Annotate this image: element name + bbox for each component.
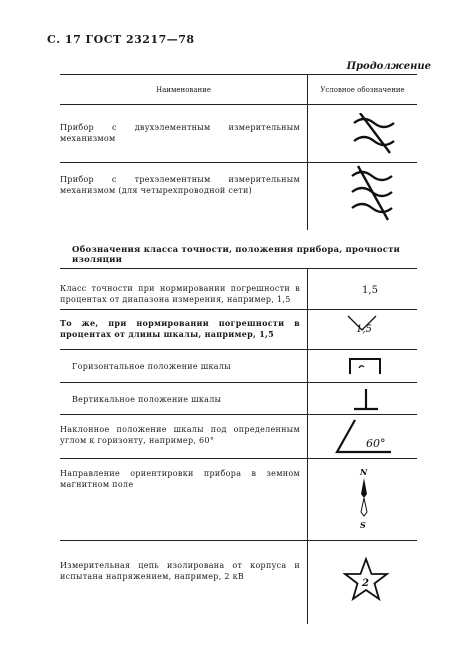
magnetic-orientation-icon (352, 466, 376, 532)
table1-row-line (60, 162, 417, 163)
table2-row-line (60, 414, 417, 415)
table1-column-divider (307, 74, 308, 230)
vertical-scale-icon (352, 387, 380, 413)
inclined-scale-angle: 60° (366, 437, 386, 450)
table-row-name: Горизонтальное положение шкалы (72, 362, 231, 371)
table-row-name: Прибор с двухэлементным измерительным механизмом (60, 123, 300, 143)
accuracy-class-symbol: 1,5 (362, 285, 378, 296)
section-title: Обозначения класса точности, положения прибора, прочности изоляции (72, 245, 401, 265)
table-row-name: Класс точности при нормировании погрешности в процентах от диапазона измерения, например, 1,5 (60, 284, 300, 304)
horizontal-scale-icon (348, 356, 384, 376)
table2-row-line (60, 349, 417, 350)
table-row-name: Наклонное положение шкалы под определенным углом к горизонту, например, 60° (60, 425, 300, 445)
insulation-test-star-icon (342, 557, 390, 603)
continuation-label: Продолжение (346, 61, 431, 72)
table-row-name: Вертикальное положение шкалы (72, 395, 222, 404)
inclined-scale-icon (333, 417, 397, 457)
table2-top-line (60, 268, 417, 269)
table2-row-line (60, 309, 417, 310)
table2-row-line (60, 540, 417, 541)
column-header-name: Наименование (156, 86, 211, 94)
insulation-test-voltage: 2 (362, 578, 369, 589)
table-row-name: Прибор с трехэлементным измерительным механизмом (для четырехпроводной сети) (60, 175, 300, 195)
north-label: N (360, 467, 368, 477)
table-row-name: Направление ориентировки прибора в земном магнитном поле (60, 469, 300, 489)
table1-header-line (60, 104, 417, 105)
page-header: С. 17 ГОСТ 23217—78 (47, 33, 195, 46)
table2-row-line (60, 458, 417, 459)
accuracy-class-scale-symbol (340, 312, 390, 346)
table2-row-line (60, 382, 417, 383)
table2-column-divider (307, 268, 308, 624)
two-element-mechanism-icon (350, 113, 398, 159)
table-row-name: Измерительная цепь изолирована от корпуса и испытана напряжением, например, 2 кВ (60, 561, 300, 581)
accuracy-class-scale-value: 1,5 (356, 324, 372, 335)
table-row-name: То же, при нормировании погрешности в процентах от длины шкалы, например, 1,5 (60, 318, 300, 339)
column-header-symbol: Условное обозначение (320, 86, 405, 94)
south-label: S (360, 520, 366, 530)
table1-top-line (60, 74, 417, 75)
three-element-mechanism-icon (348, 164, 396, 224)
